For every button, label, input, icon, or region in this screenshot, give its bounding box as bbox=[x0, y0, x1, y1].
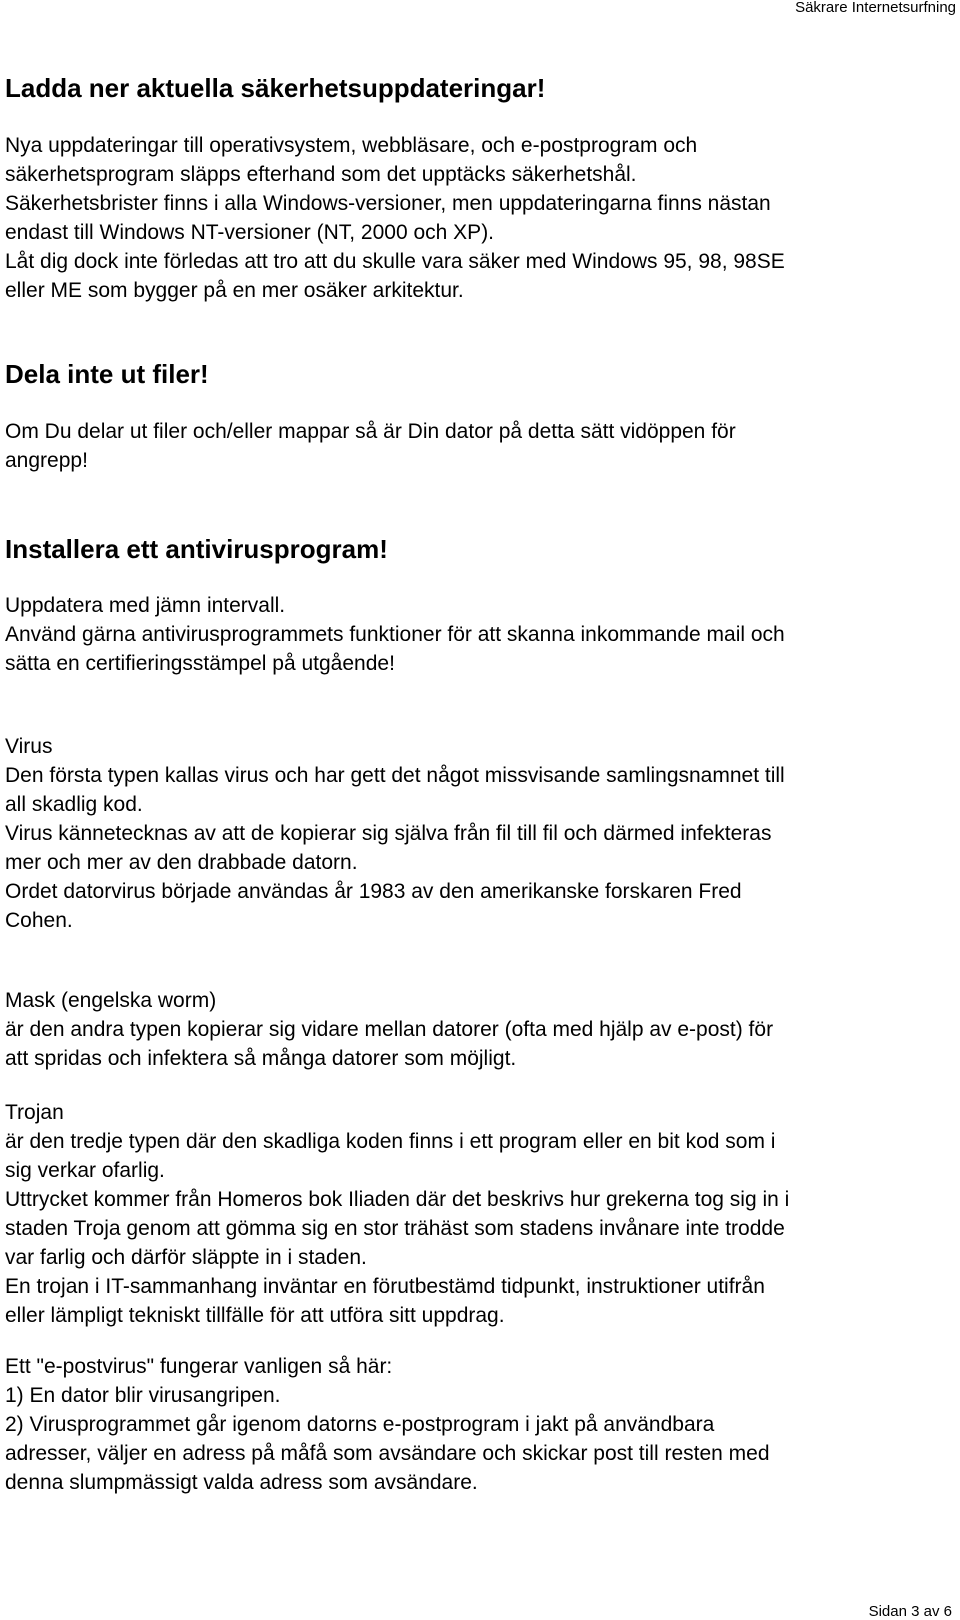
text-line: är den tredje typen där den skadliga koden finns i ett program eller en bit kod som i bbox=[5, 1130, 776, 1153]
text-line: angrepp! bbox=[5, 449, 88, 472]
text-line: sig verkar ofarlig. bbox=[5, 1159, 165, 1182]
text-line: Uttrycket kommer från Homeros bok Iliaden där det beskrivs hur grekerna tog sig in i bbox=[5, 1188, 790, 1211]
paragraph-antivirus bbox=[5, 591, 785, 678]
text-line: att spridas och infektera så många datorer som möjligt. bbox=[5, 1047, 517, 1070]
paragraph-email-virus bbox=[5, 1352, 770, 1497]
text-line: Låt dig dock inte förledas att tro att du skulle vara säker med Windows 95, 98, 98SE bbox=[5, 250, 785, 273]
text-line: Virus bbox=[5, 735, 53, 758]
text-line: Cohen. bbox=[5, 909, 73, 932]
text-line: säkerhetsprogram släpps efterhand som det upptäcks säkerhetshål. bbox=[5, 163, 637, 186]
text-line: endast till Windows NT-versioner (NT, 2000 och XP). bbox=[5, 221, 495, 244]
text-line: Använd gärna antivirusprogrammets funktioner för att skanna inkommande mail och bbox=[5, 623, 785, 646]
running-header: Säkrare Internetsurfning bbox=[795, 0, 956, 16]
text-line: Ett "e-postvirus" fungerar vanligen så här: bbox=[5, 1355, 393, 1378]
paragraph-sharing bbox=[5, 417, 736, 475]
text-line: Om Du delar ut filer och/eller mappar så är Din dator på detta sätt vidöppen för bbox=[5, 420, 736, 443]
heading-sharing: Dela inte ut filer! bbox=[5, 359, 209, 389]
text-line: 2) Virusprogrammet går igenom datorns e-postprogram i jakt på användbara bbox=[5, 1413, 715, 1436]
text-line: denna slumpmässigt valda adress som avsändare. bbox=[5, 1471, 478, 1494]
heading-updates: Ladda ner aktuella säkerhetsuppdateringar! bbox=[5, 73, 546, 103]
text-line: eller ME som bygger på en mer osäker arkitektur. bbox=[5, 279, 464, 302]
paragraph-trojan bbox=[5, 1098, 789, 1330]
text-line: adresser, väljer en adress på måfå som avsändare och skickar post till resten med bbox=[5, 1442, 770, 1465]
text-line: 1) En dator blir virusangripen. bbox=[5, 1384, 281, 1407]
text-line: Mask (engelska worm) bbox=[5, 989, 217, 1012]
text-line: staden Troja genom att gömma sig en stor trähäst som stadens invånare inte trodde bbox=[5, 1217, 785, 1240]
paragraph-worm bbox=[5, 986, 773, 1073]
page-footer: Sidan 3 av 6 bbox=[868, 1603, 952, 1620]
text-line: En trojan i IT-sammanhang inväntar en förutbestämd tidpunkt, instruktioner utifrån bbox=[5, 1275, 765, 1298]
text-line: Virus kännetecknas av att de kopierar sig själva från fil till fil och därmed infekteras bbox=[5, 822, 772, 845]
paragraph-updates bbox=[5, 131, 785, 305]
text-line: Säkerhetsbrister finns i alla Windows-versioner, men uppdateringarna finns nästan bbox=[5, 192, 771, 215]
text-line: eller lämpligt tekniskt tillfälle för att utföra sitt uppdrag. bbox=[5, 1304, 505, 1327]
text-line: sätta en certifieringsstämpel på utgående! bbox=[5, 652, 395, 675]
text-line: Ordet datorvirus började användas år 1983 av den amerikanske forskaren Fred bbox=[5, 880, 742, 903]
text-line: mer och mer av den drabbade datorn. bbox=[5, 851, 358, 874]
text-line: var farlig och därför släppte in i staden. bbox=[5, 1246, 367, 1269]
text-line: är den andra typen kopierar sig vidare mellan datorer (ofta med hjälp av e-post) för bbox=[5, 1018, 774, 1041]
heading-antivirus: Installera ett antivirusprogram! bbox=[5, 534, 388, 564]
text-line: Nya uppdateringar till operativsystem, webbläsare, och e-postprogram och bbox=[5, 134, 698, 157]
paragraph-virus bbox=[5, 732, 785, 935]
text-line: Trojan bbox=[5, 1101, 64, 1124]
text-line: Den första typen kallas virus och har gett det något missvisande samlingsnamnet till bbox=[5, 764, 785, 787]
text-line: Uppdatera med jämn intervall. bbox=[5, 594, 286, 617]
text-line: all skadlig kod. bbox=[5, 793, 143, 816]
